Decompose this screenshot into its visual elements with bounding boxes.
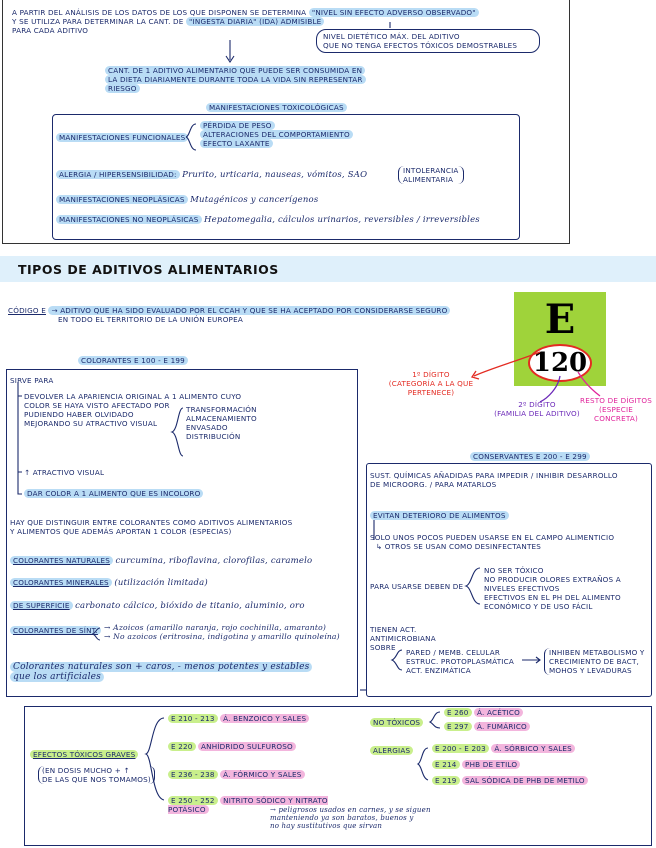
e-letter: E (544, 296, 576, 343)
tox-title-text: MANIFESTACIONES TOXICOLÓGICAS (206, 103, 347, 112)
evitan (370, 511, 509, 520)
conservantes-heading-text: CONSERVANTES E 200 - E 299 (470, 452, 590, 461)
para2: Y SE UTILIZA PARA DETERMINAR LA CANT. DE (12, 17, 184, 26)
codigo-e (8, 306, 508, 324)
max-level-note (316, 29, 540, 53)
max-level-note-line1: NIVEL DIETÉTICO MÁX. DEL ADITIVO (323, 32, 460, 41)
no-toxicos-label-text: NO TÓXICOS (370, 718, 423, 727)
sirve-para: SIRVE PARA (10, 376, 54, 385)
second-digit-line2: (FAMILIA DEL ADITIVO) (494, 409, 580, 418)
colorantes-conclusion (10, 662, 355, 682)
efecto-name: ANHÍDRIDO SULFUROSO (198, 742, 296, 751)
alergia-name: SAL SÓDICA DE PHB DE METILO (462, 776, 588, 785)
codigo-label: CÓDIGO E (8, 306, 46, 315)
item1-line-a: DEVOLVER LA APARIENCIA ORIGINAL A 1 ALIMENTO CUYO (24, 392, 242, 401)
proceso-item: ALMACENAMIENTO (186, 414, 257, 423)
tox-neop-label: MANIFESTACIONES NEOPLÁSICAS (56, 195, 188, 204)
section-title: TIPOS DE ADITIVOS ALIMENTARIOS (18, 262, 279, 277)
sintesis-no-azoicos: → No azoicos (eritrosina, indigotina y amarillo quinoleína) (104, 632, 340, 641)
sobre-item: PARED / MEMB. CELULAR (406, 648, 501, 657)
superficie-label: DE SUPERFICIE (10, 601, 73, 610)
efecto-item (168, 714, 309, 723)
pocos-line1: SOLO UNOS POCOS PUEDEN USARSE EN EL CAMPO ALIMENTICIO (370, 533, 615, 542)
para1: A PARTIR DEL ANÁLISIS DE LOS DATOS DE LOS QUE DISPONEN SE DETERMINA (12, 8, 307, 17)
item1-line-d: MEJORANDO SU ATRACTIVO VISUAL (24, 419, 158, 428)
no-toxico-name: Á. FUMÁRICO (474, 722, 530, 731)
efectos-label (30, 750, 138, 759)
nitrito-note-line1: → peligrosos usados en carnes, y se siguen (270, 806, 431, 814)
efecto-name: NITRITO SÓDICO Y NITRATO POTÁSICO (168, 796, 328, 814)
alergia-item (432, 744, 575, 753)
alergias-label-text: ALERGIAS (370, 746, 413, 755)
conclusion-line1: Colorantes naturales son + caros, - menos potentes y estables (10, 662, 312, 672)
no-toxico-item (444, 722, 530, 731)
colorantes-naturales (10, 556, 355, 566)
efectos-label-text: EFECTOS TÓXICOS GRAVES (30, 750, 138, 759)
codigo-text1: → ADITIVO QUE HA SIDO EVALUADO POR EL CCAH Y QUE SE HA ACEPTADO POR CONSIDERARSE SEGURO (48, 306, 450, 315)
conservantes-def (370, 471, 648, 489)
no-toxico-name: Á. ACÉTICO (474, 708, 523, 717)
tox-noneop-text: Hepatomegalia, cálculos urinarios, reversibles / irreversibles (204, 215, 480, 225)
item1-line-c: PUDIENDO HABER OLVIDADO (24, 410, 134, 419)
intolerancia-note (398, 166, 464, 184)
tienen-line2: ANTIMICROBIANA (370, 634, 436, 643)
ida-definition (105, 66, 405, 93)
max-level-note-line2: QUE NO TENGA EFECTOS TÓXICOS DEMOSTRABLES (323, 41, 518, 50)
minerales-label: COLORANTES MINERALES (10, 578, 112, 587)
sobre-result-line3: MOHOS Y LEVADURAS (549, 666, 632, 675)
minerales-text: (utilización limitada) (114, 578, 208, 588)
efecto-code: E 236 - 238 (168, 770, 218, 779)
alergias-label (370, 746, 413, 755)
no-toxico-code: E 260 (444, 708, 472, 717)
sirve-item3-text: DAR COLOR A 1 ALIMENTO QUE ES INCOLORO (24, 489, 203, 498)
tox-noneop (56, 215, 516, 225)
para2-highlight: "INGESTA DIARIA" (IDA) ADMISIBLE (186, 17, 324, 26)
sobre-result (544, 648, 645, 675)
para3: PARA CADA ADITIVO (12, 26, 89, 35)
no-toxico-code: E 297 (444, 722, 472, 731)
efecto-name: Á. BENZOICO Y SALES (220, 714, 309, 723)
item1-line-b: COLOR SE HAYA VISTO AFECTADO POR (24, 401, 170, 410)
colorantes-heading-text: COLORANTES E 100 - E 199 (78, 356, 188, 365)
sobre-item: ACT. ENZIMÁTICA (406, 666, 471, 675)
efecto-item (168, 770, 305, 779)
naturales-label: COLORANTES NATURALES (10, 556, 113, 565)
conclusion-line2: que los artificiales (10, 672, 104, 682)
efecto-code: E 250 - 252 (168, 796, 218, 805)
para1-highlight: "NIVEL SIN EFECTO ADVERSO OBSERVADO" (309, 8, 479, 17)
alergia-item (432, 760, 520, 769)
efecto-code: E 220 (168, 742, 196, 751)
sintesis-types (104, 623, 356, 641)
first-digit-line3: PERTENECE) (407, 388, 455, 397)
tox-alergia-text: Prurito, urticaria, nauseas, vómitos, SAO (182, 170, 368, 180)
de-superficie (10, 601, 355, 611)
efecto-item (168, 742, 296, 751)
intolerancia-line2: ALIMENTARIA (403, 175, 454, 184)
ida-def-line1: CANT. DE 1 ADITIVO ALIMENTARIO QUE PUEDE SER CONSUMIDA EN (105, 66, 365, 75)
sintesis-label: COLORANTES DE SÍNT. (10, 626, 101, 635)
proceso-item: DISTRIBUCIÓN (186, 432, 241, 441)
tox-func-label: MANIFESTACIONES FUNCIONALES (56, 133, 188, 142)
usarse-item: NO PRODUCIR OLORES EXTRAÑOS A NIVELES EFECTIVOS (484, 575, 621, 593)
alergia-code: E 214 (432, 760, 460, 769)
tox-title (206, 103, 347, 112)
tox-func-items (200, 121, 353, 148)
distinguir (10, 518, 350, 536)
sobre-items (406, 648, 514, 675)
usarse-items (484, 566, 646, 611)
efecto-name: Á. FÓRMICO Y SALES (220, 770, 304, 779)
distinguir-line2: Y ALIMENTOS QUE ADEMÁS APORTAN 1 COLOR (ESPECIAS) (10, 527, 232, 536)
ida-def-line2: LA DIETA DIARIAMENTE DURANTE TODA LA VIDA SIN REPRESENTAR (105, 75, 366, 84)
procesos-list (186, 405, 257, 441)
codigo-text2: EN TODO EL TERRITORIO DE LA UNIÓN EUROPEA (58, 315, 243, 324)
pocos (370, 533, 648, 551)
proceso-item: TRANSFORMACIÓN (186, 405, 257, 414)
sobre-result-line2: CRECIMIENTO DE BACT, (549, 657, 640, 666)
sobre-item: ESTRUC. PROTOPLASMÁTICA (406, 657, 514, 666)
intolerancia-line1: INTOLERANCIA (403, 166, 459, 175)
e-number-badge (514, 292, 606, 386)
colorantes-heading (78, 356, 188, 365)
efecto-code: E 210 - 213 (168, 714, 218, 723)
usarse-item: ECONÓMICO Y DE USO FÁCIL (484, 602, 593, 611)
alergia-code: E 219 (432, 776, 460, 785)
conservantes-heading (470, 452, 590, 461)
rest-digits-line2: (ESPECIE CONCRETA) (594, 405, 638, 423)
efectos-note-line2: DE LAS QUE NOS TOMAMOS) (42, 775, 151, 784)
tox-func (56, 133, 188, 142)
first-digit-line2: (CATEGORÍA A LA QUE (388, 379, 474, 388)
superficie-text: carbonato cálcico, bióxido de titanio, aluminio, oro (75, 601, 305, 611)
nitrito-note-line2: manteniendo ya son baratos, buenos y (270, 814, 414, 822)
def-line1: SUST. QUÍMICAS AÑADIDAS PARA IMPEDIR / INHIBIR DESARROLLO (370, 471, 618, 480)
tienen-line1: TIENEN ACT. (370, 625, 417, 634)
usarse-item: EFECTIVOS EN EL PH DEL ALIMENTO (484, 593, 621, 602)
pocos-line2: ↳ OTROS SE USAN COMO DESINFECTANTES (376, 542, 542, 551)
colorantes-sintesis (10, 626, 101, 635)
sintesis-azoicos: → Azoicos (amarillo naranja, rojo cochinilla, amaranto) (104, 623, 327, 632)
alergia-code: E 200 - E 203 (432, 744, 489, 753)
tox-noneop-label: MANIFESTACIONES NO NEOPLÁSICAS (56, 215, 202, 224)
no-toxico-item (444, 708, 523, 717)
second-digit-note (494, 400, 580, 418)
naturales-text: curcumina, riboflavina, clorofilas, caramelo (115, 556, 313, 566)
alergia-name: PHB DE ETILO (462, 760, 520, 769)
usarse-label: PARA USARSE DEBEN DE (370, 582, 464, 591)
tox-alergia-label: ALERGIA / HIPERSENSIBILIDAD: (56, 170, 180, 179)
tox-func-item: EFECTO LAXANTE (200, 139, 273, 148)
e-number: 120 (532, 348, 588, 378)
rest-digits-note (580, 396, 652, 423)
colorantes-minerales (10, 578, 355, 588)
tox-func-item: PÉRDIDA DE PESO (200, 121, 275, 130)
first-digit-note (386, 370, 476, 397)
nitrito-note-line3: no hay sustitutivos que sirvan (270, 822, 383, 830)
alergia-item (432, 776, 648, 785)
def-line2: DE MICROORG. / PARA MATARLOS (370, 480, 497, 489)
proceso-item: ENVASADO (186, 423, 228, 432)
nitrito-note (270, 806, 466, 830)
second-digit-line1: 2º DÍGITO (518, 400, 556, 409)
ida-def-line3: RIESGO (105, 84, 140, 93)
tox-func-item: ALTERACIONES DEL COMPORTAMIENTO (200, 130, 353, 139)
tox-neop-text: Mutagénicos y cancerígenos (190, 195, 319, 205)
sirve-item3 (24, 489, 203, 498)
tox-neop (56, 195, 318, 205)
sirve-item2: ↑ ATRACTIVO VISUAL (24, 468, 105, 477)
usarse-item: NO SER TÓXICO (484, 566, 544, 575)
evitan-text: EVITAN DETERIORO DE ALIMENTOS (370, 511, 509, 520)
sobre-result-line1: INHIBEN METABOLISMO Y (549, 648, 645, 657)
efectos-note-line1: (EN DOSIS MUCHO + ↑ (42, 766, 130, 775)
rest-digits-line1: RESTO DE DÍGITOS (580, 396, 652, 405)
alergia-name: Á. SÓRBICO Y SALES (491, 744, 575, 753)
distinguir-line1: HAY QUE DISTINGUIR ENTRE COLORANTES COMO ADITIVOS ALIMENTARIOS (10, 518, 293, 527)
no-toxicos-label (370, 718, 423, 727)
tienen-line3: SOBRE (370, 643, 396, 652)
efectos-note (38, 766, 155, 784)
first-digit-line1: 1º DÍGITO (412, 370, 450, 379)
